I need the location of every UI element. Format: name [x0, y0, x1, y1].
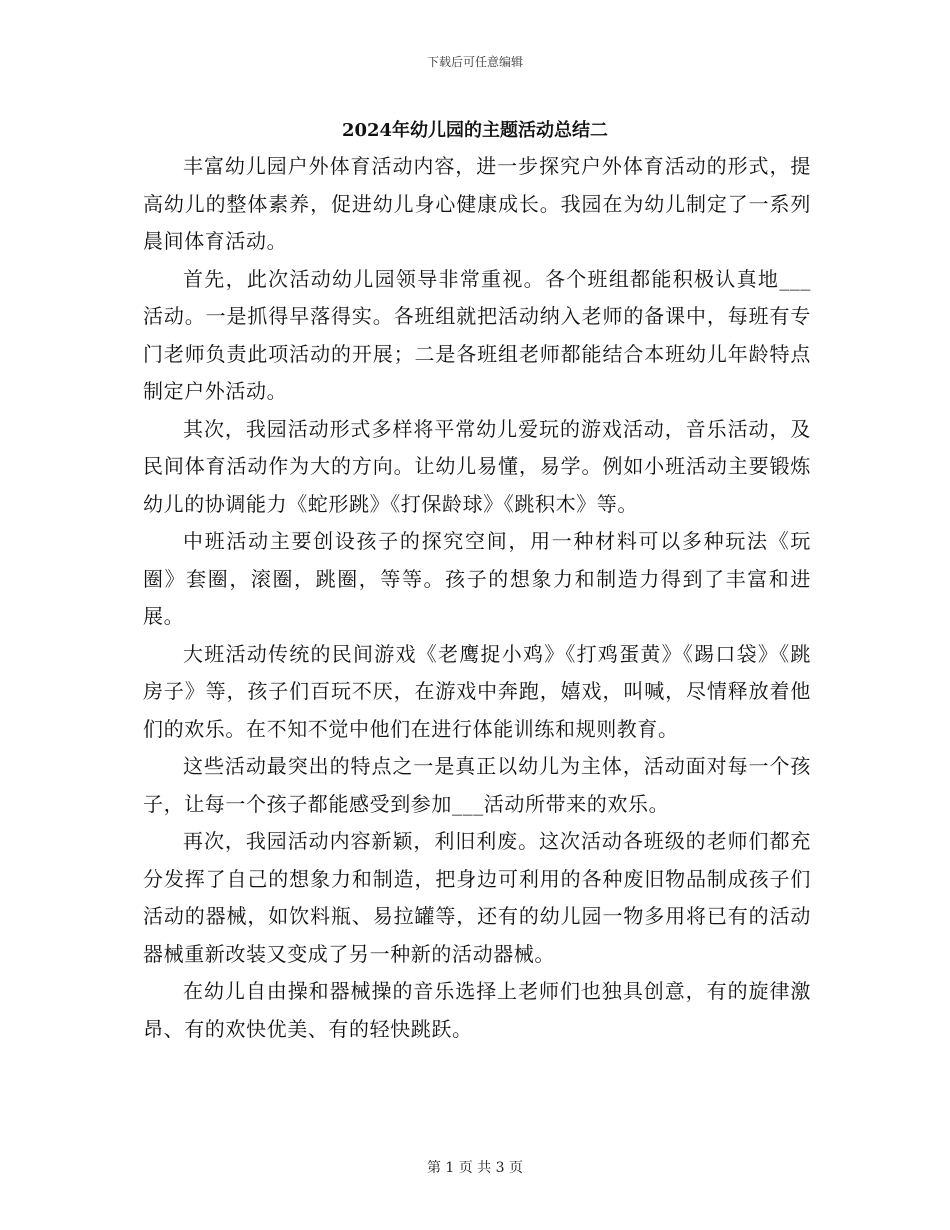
paragraph: 大班活动传统的民间游戏《老鹰捉小鸡》《打鸡蛋黄》《踢口袋》《跳房子》等，孩子们百玩不厌，在游戏中奔跑，嬉戏，叫喊，尽情释放着他们的欢乐。在不知不觉中他们在进行体能训练和规则教育。	[143, 641, 811, 741]
paragraph: 中班活动主要创设孩子的探究空间，用一种材料可以多种玩法《玩圈》套圈，滚圈，跳圈，等等。孩子的想象力和制造力得到了丰富和进展。	[143, 529, 811, 628]
document-body	[143, 148, 811, 1048]
paragraph: 其次，我园活动形式多样将平常幼儿爱玩的游戏活动，音乐活动，及民间体育活动作为大的方向。让幼儿易懂，易学。例如小班活动主要锻炼幼儿的协调能力《蛇形跳》《打保龄球》《跳积木》等。	[143, 416, 811, 516]
paragraph: 在幼儿自由操和器械操的音乐选择上老师们也独具创意，有的旋律激昂、有的欢快优美、有的轻快跳跃。	[143, 979, 811, 1041]
paragraph: 这些活动最突出的特点之一是真正以幼儿为主体，活动面对每一个孩子，让每一个孩子都能感受到参加___活动所带来的欢乐。	[143, 754, 811, 816]
paragraph: 丰富幼儿园户外体育活动内容，进一步探究户外体育活动的形式，提高幼儿的整体素养，促进幼儿身心健康成长。我园在为幼儿制定了一系列晨间体育活动。	[143, 154, 811, 253]
paragraph: 再次，我园活动内容新颖，利旧利废。这次活动各班级的老师们都充分发挥了自己的想象力和制造，把身边可利用的各种废旧物品制成孩子们活动的器械，如饮料瓶、易拉罐等，还有的幼儿园一物多用将已有的活动器械重新改装又变成了另一种新的活动器械。	[143, 829, 811, 966]
document-title: 2024年幼儿园的主题活动总结二	[341, 120, 609, 141]
header-note: 下载后可任意编辑	[426, 55, 523, 69]
page-number: 第 1 页 共 3 页	[426, 1160, 524, 1176]
paragraph: 首先，此次活动幼儿园领导非常重视。各个班组都能积极认真地___活动。一是抓得早落得实。各班组就把活动纳入老师的备课中，每班有专门老师负责此项活动的开展；二是各班组老师都能结合本班幼儿年龄特点制定户外活动。	[143, 266, 811, 403]
